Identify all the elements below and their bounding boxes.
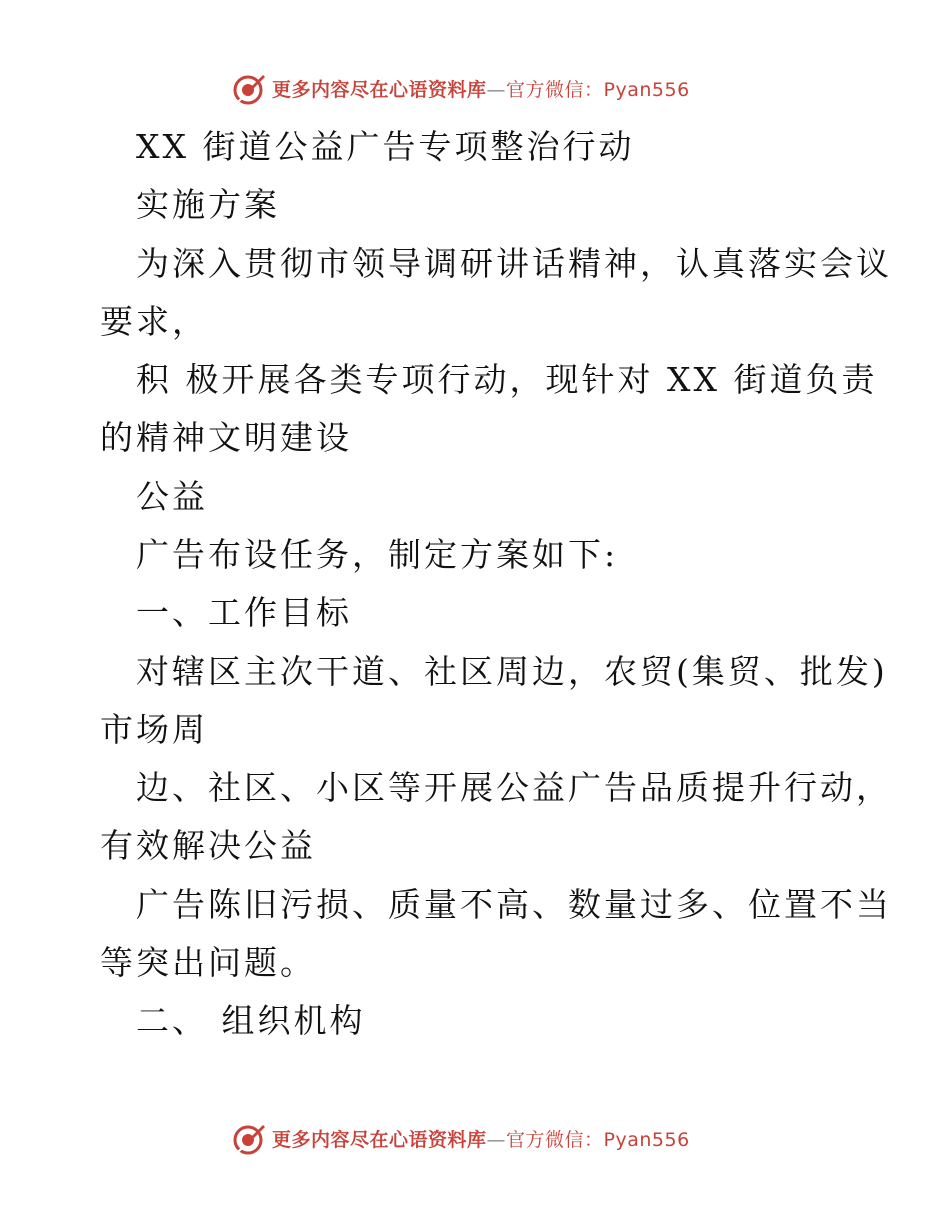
paragraph-line: 积 极开展各类专项行动，现针对 XX 街道负责 — [136, 360, 878, 399]
banner-main-text: 更多内容尽在心语资料库 — [272, 79, 487, 101]
paragraph-line: 广告陈旧污损、质量不高、数量过多、位置不当 — [136, 885, 892, 924]
paragraph-line: 市场周 — [100, 710, 208, 749]
paragraph-line: 边、社区、小区等开展公益广告品质提升行动， — [136, 768, 892, 807]
paragraph-line: 公益 — [136, 477, 208, 516]
banner-wechat-text: 官方微信：Pyan556 — [506, 79, 690, 101]
paragraph-line: 有效解决公益 — [100, 826, 316, 865]
banner-separator: — — [486, 1129, 507, 1151]
header-banner — [0, 70, 950, 110]
pen-logo-icon — [232, 72, 266, 106]
banner-main-text: 更多内容尽在心语资料库 — [272, 1129, 487, 1151]
paragraph-line: 要求， — [100, 302, 208, 341]
section-heading: 二、 组织机构 — [136, 1001, 366, 1040]
section-heading: 一、工作目标 — [136, 593, 352, 632]
paragraph-line: 广告布设任务，制定方案如下: — [136, 535, 619, 574]
banner-wechat-text: 官方微信：Pyan556 — [506, 1129, 690, 1151]
pen-logo-icon — [232, 1122, 266, 1156]
footer-banner-text — [272, 1128, 690, 1152]
header-banner-text — [272, 78, 690, 102]
document-title: XX 街道公益广告专项整治行动 — [136, 127, 635, 166]
paragraph-line: 为深入贯彻市领导调研讲话精神，认真落实会议 — [136, 244, 892, 283]
document-subtitle: 实施方案 — [136, 185, 280, 224]
banner-separator: — — [486, 79, 507, 101]
paragraph-line: 的精神文明建设 — [100, 418, 352, 457]
paragraph-line: 等突出问题。 — [100, 943, 316, 982]
footer-banner — [0, 1120, 950, 1160]
paragraph-line: 对辖区主次干道、社区周边，农贸(集贸、批发) — [136, 652, 888, 691]
